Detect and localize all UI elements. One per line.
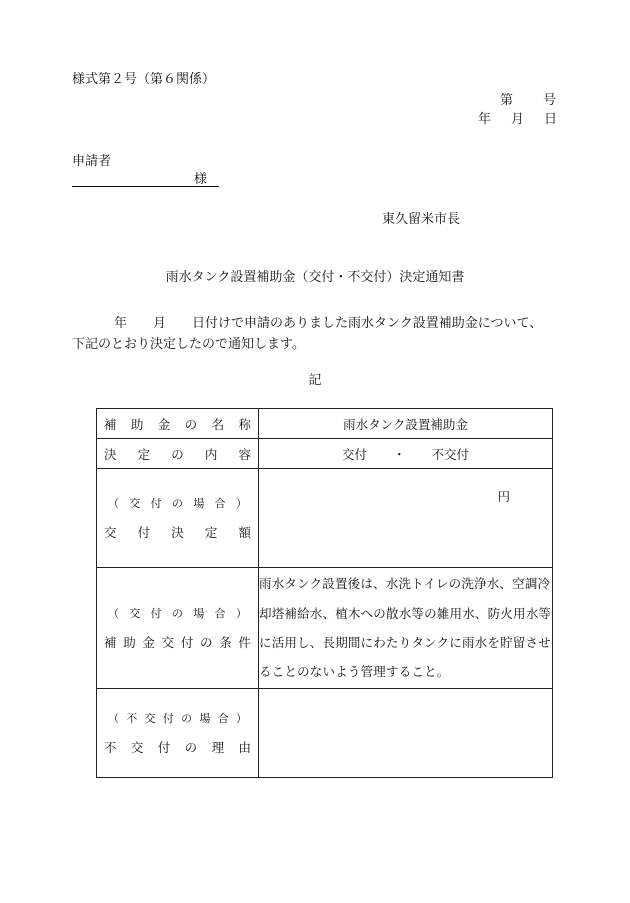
doc-number-dai: 第 xyxy=(500,93,514,108)
paren-note: （ 不 交 付 の 場 合 ） xyxy=(108,712,247,725)
doc-number-go: 号 xyxy=(543,93,557,108)
issuer: 東久留米市長 xyxy=(382,212,461,227)
label-chars: 交 付 決 定 額 xyxy=(104,525,251,540)
table-row xyxy=(97,409,553,439)
date-day: 日 xyxy=(544,112,558,127)
grant-conditions-label xyxy=(97,568,259,689)
option-separator: ・ xyxy=(392,446,406,462)
body-line-1: 年 月 日付けで申請のありました雨水タンク設置補助金について、 xyxy=(114,316,543,331)
option-grant[interactable]: 交付 xyxy=(342,446,368,462)
grant-amount-label xyxy=(97,469,259,568)
subsidy-name-label xyxy=(97,409,259,439)
note-label: 記 xyxy=(308,373,322,388)
decision-table xyxy=(96,408,553,778)
paren-note: （ 交 付 の 場 合 ） xyxy=(108,607,247,620)
nongrant-reason-value[interactable] xyxy=(259,689,553,778)
option-nongrant[interactable]: 不交付 xyxy=(431,446,469,462)
grant-amount-value[interactable] xyxy=(259,469,553,568)
issue-date xyxy=(478,112,557,128)
label-chars: 補 助 金 の 名 称 xyxy=(104,416,251,432)
date-year: 年 xyxy=(478,112,492,127)
body-line-2: 下記のとおり決定したので通知します。 xyxy=(72,337,305,353)
date-month: 月 xyxy=(511,112,525,127)
yen-unit: 円 xyxy=(497,489,510,504)
subsidy-name-value: 雨水タンク設置補助金 xyxy=(259,409,553,439)
document-title: 雨水タンク設置補助金（交付・不交付）決定通知書 xyxy=(165,270,465,285)
applicant-label: 申請者 xyxy=(72,154,112,169)
label-chars: 補 助 金 交 付 の 条 件 xyxy=(104,635,251,650)
paren-note: （ 交 付 の 場 合 ） xyxy=(108,497,247,510)
document-number xyxy=(500,93,556,109)
decision-content-value xyxy=(259,439,553,469)
body-text xyxy=(72,313,562,356)
label-chars: 決 定 の 内 容 xyxy=(104,446,251,462)
decision-content-label xyxy=(97,439,259,469)
nongrant-reason-label xyxy=(97,689,259,778)
honorific: 様 xyxy=(193,172,207,187)
table-row xyxy=(97,439,553,469)
table-row xyxy=(97,568,553,689)
label-chars: 不 交 付 の 理 由 xyxy=(104,740,251,755)
table-row xyxy=(97,469,553,568)
form-id: 様式第２号（第６関係） xyxy=(72,72,216,87)
table-row xyxy=(97,689,553,778)
addressee-line xyxy=(72,172,219,187)
grant-conditions-value: 雨水タンク設置後は、水洗トイレの洗浄水、空調冷却塔補給水、植木への散水等の雑用水、防火用水等に活用し、長期間にわたりタンクに雨水を貯留させることのないよう管理すること。 xyxy=(259,568,553,689)
